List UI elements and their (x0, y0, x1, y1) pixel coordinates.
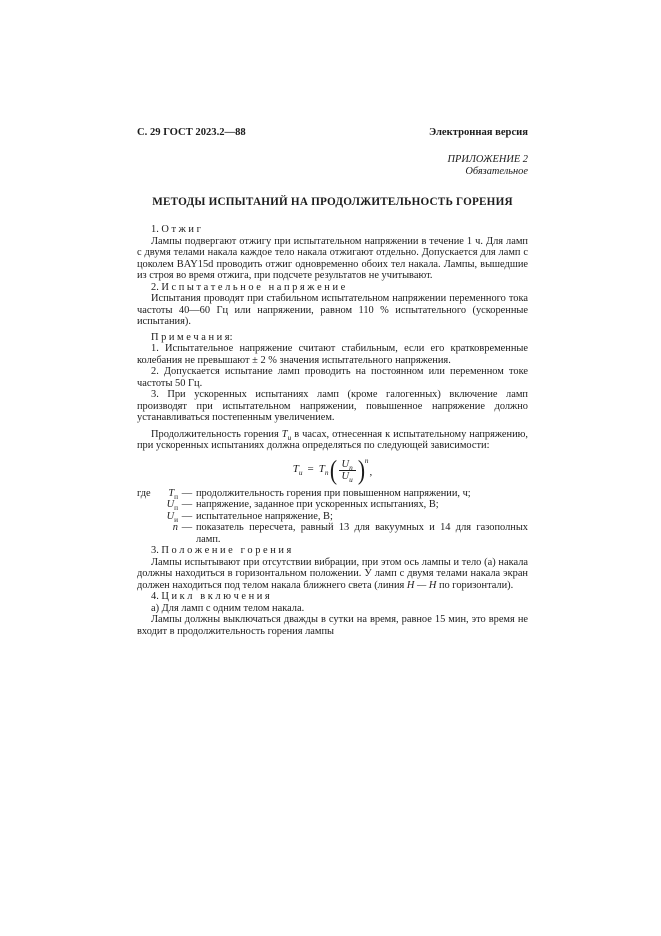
where-symbol-ui: $U_и$ (166, 510, 178, 524)
formula-lhs: $Т_и$ (292, 463, 303, 478)
voltage-fraction (339, 459, 356, 482)
section3-text-pre: Лампы испытывают при отсутствии вибрации, при этом ось лампы и тело (а) накала должны находиться в горизонтальном положении. У ламп с двумя телами накала экран должен находиться под телом накала ближнего света (линия (137, 556, 528, 591)
where-definitions (137, 488, 528, 546)
section4-heading: 4. Ц и к л в к л ю ч е н и я (151, 591, 270, 602)
open-paren: ( (329, 454, 337, 485)
symbol-t-test: $Т_и$ (281, 428, 292, 442)
symbol-h-h-line: Н — Н (406, 579, 437, 591)
section3-heading: 3. П о л о ж е н и е г о р е н и я (151, 545, 292, 556)
where-symbol-tp: $Т_п$ (168, 487, 178, 501)
formula-coefficient: $Т_п$ (318, 463, 329, 478)
section1-heading: 1. О т ж и г (151, 224, 201, 235)
notes-heading: П р и м е ч а н и я: (151, 331, 233, 343)
document-title: МЕТОДЫ ИСПЫТАНИЙ НА ПРОДОЛЖИТЕЛЬНОСТЬ ГОРЕНИЯ (152, 195, 513, 208)
header-edition-label: Электронная версия (428, 127, 528, 138)
section2-heading: 2. И с п ы т а т е л ь н о е н а п р я ж е н и е (151, 281, 346, 293)
burn-duration-formula (137, 454, 528, 485)
dash: — (181, 522, 193, 533)
section4-paragraph: Лампы должны выключаться дважды в сутки на время, равное 15 мин, это время не входит в продолжительность горения лампы (137, 614, 528, 637)
where-text-up: напряжение, заданное при ускоренных испытаниях, В; (196, 499, 439, 510)
where-text-n: показатель пересчета, равный 13 для вакуумных и 14 для газополных ламп. (196, 522, 528, 545)
where-intro: где (137, 487, 151, 499)
section1-paragraph: Лампы подвергают отжигу при испытательном напряжении в течение 1 ч. Для ламп с двумя телами накала каждое тело накала отжигают отдельно. Допускается для ламп с цоколем BAY15d проводить отжиг одновременно обоих тел накала. Лампы, вышедшие из строя во время отжига, при подсчете результатов не учитывают. (137, 235, 528, 281)
section2-paragraph: Испытания проводят при стабильном испытательном напряжении переменного тока частоты 40—60 Гц или напряжении, равном 110 % испытательного (ускоренные испытания). (137, 293, 528, 327)
close-paren: ) (357, 454, 365, 485)
note-1: 1. Испытательное напряжение считают стабильным, если его кратковременные колебания не превышают ± 2 % значения испытательного напряжения. (137, 343, 528, 366)
formula-exponent: n (364, 456, 369, 466)
annex-block (137, 154, 528, 178)
note-3: 3. При ускоренных испытаниях ламп (кроме галогенных) включение ламп производят при испытательном напряжении, повышенное напряжение должно устанавливаться постепенным увеличением. (137, 389, 528, 423)
where-symbol-up: $U_п$ (166, 499, 178, 513)
fraction-numerator: $U_п$ (341, 458, 353, 472)
where-symbol-n: n (172, 522, 178, 533)
section4-item-a: а) Для ламп с одним телом накала. (151, 602, 305, 614)
equals-sign: = (307, 463, 314, 476)
page-content (137, 127, 528, 637)
fraction-denominator: $U_и$ (339, 470, 356, 482)
page-header (137, 127, 528, 139)
where-text-tp: продолжительность горения при повышенном напряжении, ч; (196, 487, 471, 499)
dash: — (181, 510, 193, 522)
formula-intro-paragraph (137, 429, 528, 452)
annex-title: ПРИЛОЖЕНИЕ 2 (447, 153, 528, 165)
document-body (137, 224, 528, 637)
formula-intro-post: в часах, отнесенная к испытательному напряжению, при ускоренных испытаниях должна определяться по следующей зависимости: (137, 428, 528, 451)
note-2: 2. Допускается испытание ламп проводить на постоянном или переменном токе частоты 50 Гц. (137, 366, 528, 389)
section3-paragraph (137, 557, 528, 592)
formula-intro-pre: Продолжительность горения (151, 428, 282, 440)
where-text-ui: испытательное напряжение, В; (196, 510, 333, 522)
header-standard-number: С. 29 ГОСТ 2023.2—88 (137, 127, 246, 138)
annex-subtitle: Обязательное (465, 165, 528, 177)
dash: — (181, 499, 193, 510)
formula-comma: , (369, 466, 373, 479)
section3-text-post: по горизонтали). (436, 579, 514, 591)
dash: — (181, 487, 193, 499)
